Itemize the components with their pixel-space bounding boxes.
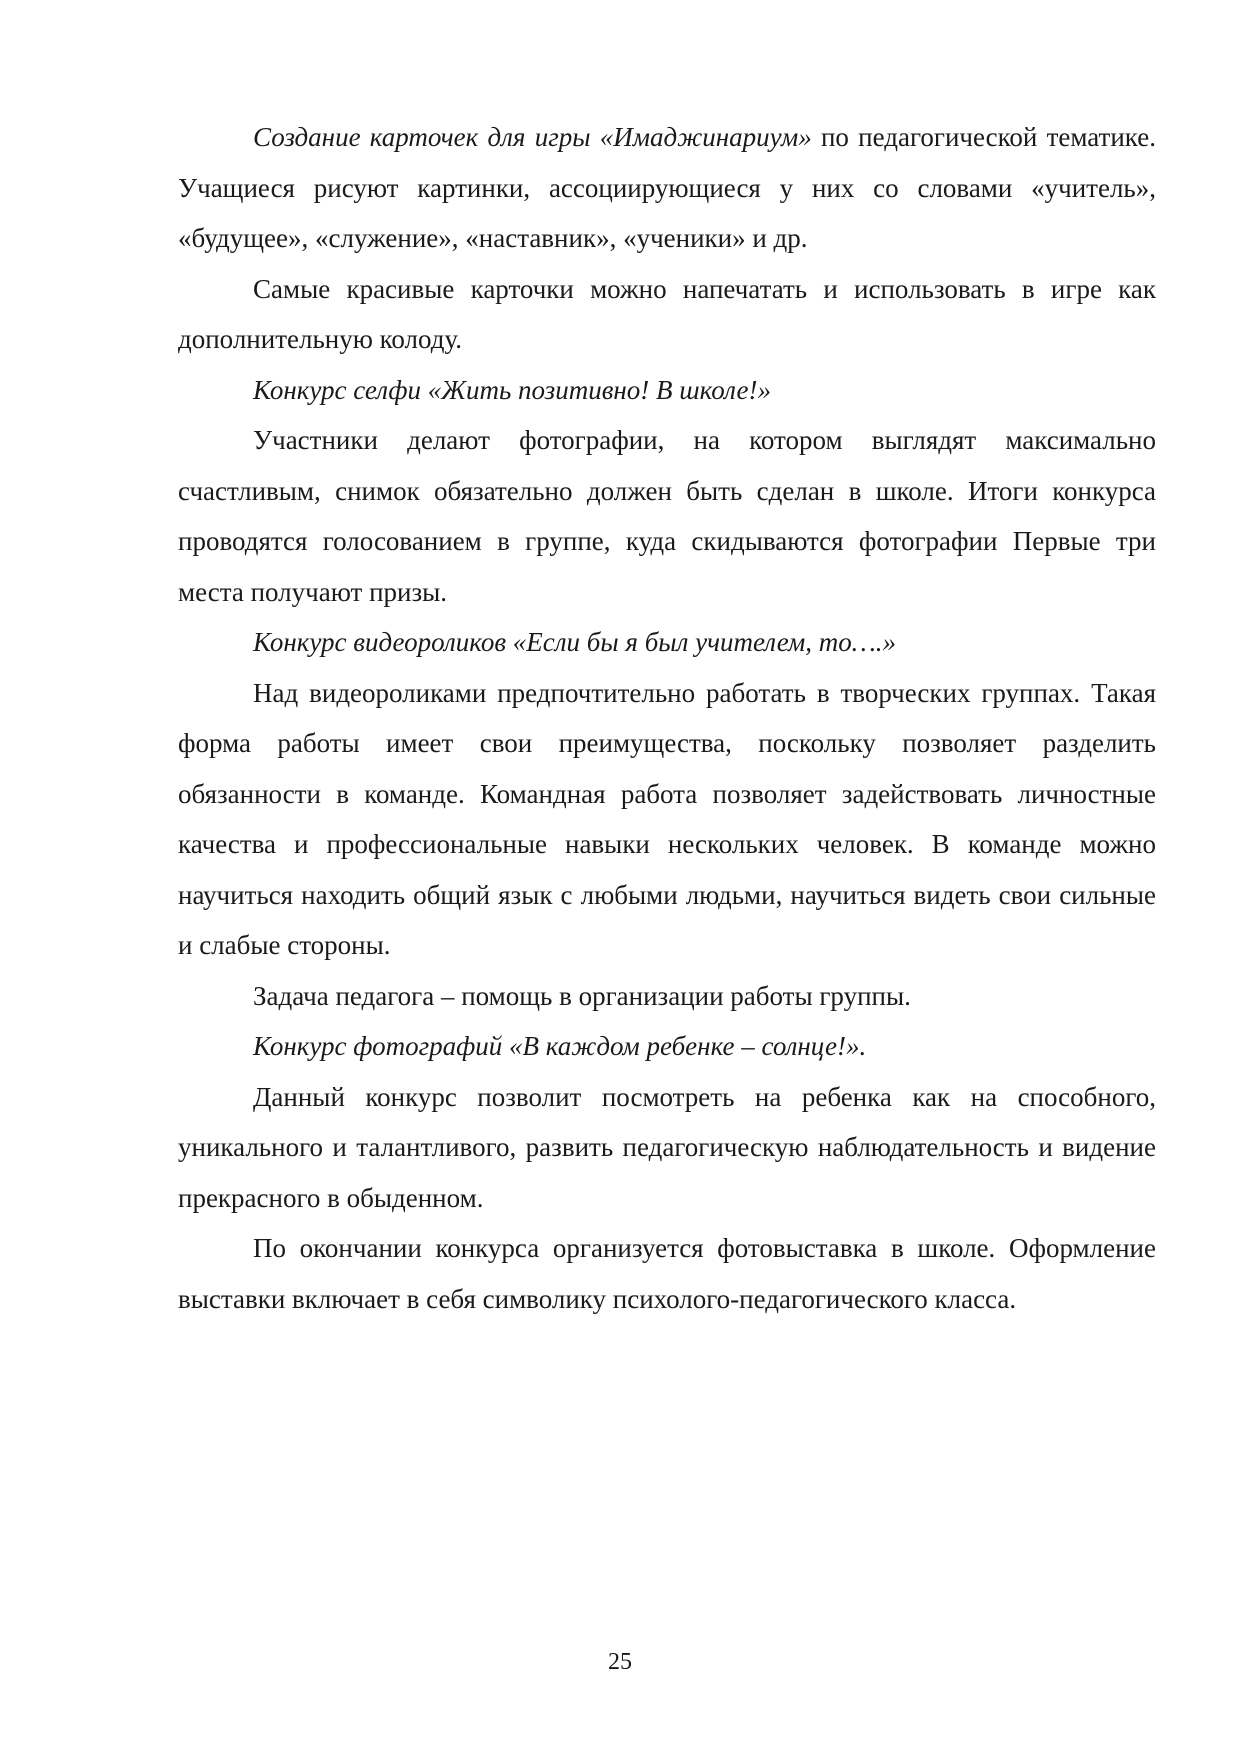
paragraph-imaginarium-cards (178, 112, 1156, 264)
paragraph-selfie-description: Участники делают фотографии, на котором выглядят максимально счастливым, снимок обязательно должен быть сделан в школе. Итоги конкурса проводятся голосованием в группе, куда скидываются фотографии Первые три места получают призы. (178, 425, 1156, 607)
paragraph-teacher-task: Задача педагога – помощь в организации работы группы. (253, 980, 911, 1011)
paragraph-photo-contest (178, 1021, 1156, 1072)
page-number: 25 (608, 1649, 632, 1675)
activity-title-photo: Конкурс фотографий «В каждом ребенке – солнце!». (253, 1031, 867, 1061)
paragraph-video-description: Над видеороликами предпочтительно работать в творческих группах. Такая форма работы имеет свои преимущества, поскольку позволяет разделить обязанности в команде. Командная работа позволяет задействовать личностные качества и профессиональные навыки нескольких человек. В команде можно научиться находить общий язык с любыми людьми, научиться видеть свои сильные и слабые стороны. (178, 677, 1156, 960)
paragraph-best-cards: Самые красивые карточки можно напечатать и использовать в игре как дополнительную колоду. (178, 273, 1156, 354)
paragraph-video-contest (178, 617, 1156, 668)
paragraph-selfie-contest (178, 365, 1156, 416)
body-text (178, 112, 1156, 1324)
paragraph-text: по педагогической тематике. Учащиеся рисуют картинки, ассоциирующиеся у них со словами «учитель», «будущее», «служение», «наставник», «ученики» и др. (178, 122, 1156, 253)
activity-title-selfie: Конкурс селфи «Жить позитивно! В школе!» (253, 374, 772, 405)
paragraph-photo-exhibition: По окончании конкурса организуется фотовыставка в школе. Оформление выставки включает в себя символику психолого-педагогического класса. (178, 1233, 1156, 1314)
paragraph-photo-description: Данный конкурс позволит посмотреть на ребенка как на способного, уникального и талантливого, развить педагогическую наблюдательность и видение прекрасного в обыденном. (178, 1081, 1156, 1213)
activity-title-video: Конкурс видеороликов «Если бы я был учителем, то….» (253, 627, 897, 657)
activity-title-imaginarium: Создание карточек для игры «Имаджинариум» (253, 122, 812, 152)
